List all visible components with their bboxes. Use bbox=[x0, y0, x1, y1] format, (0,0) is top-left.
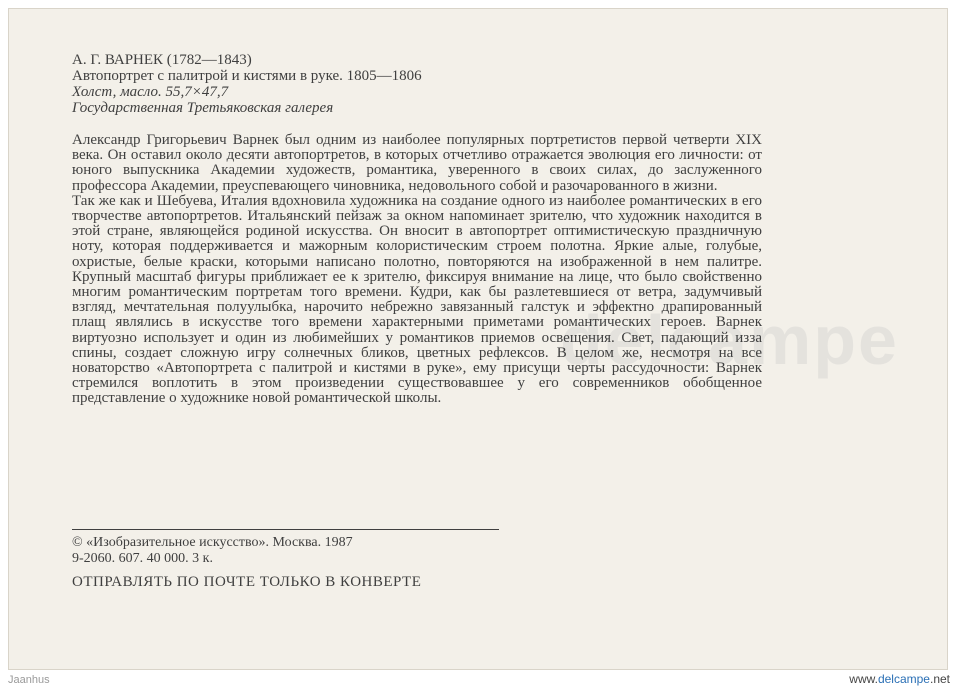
caption-header bbox=[72, 52, 422, 116]
mailing-instruction: ОТПРАВЛЯТЬ ПО ПОЧТЕ ТОЛЬКО В КОНВЕРТЕ bbox=[72, 574, 422, 590]
artwork-title: Автопортрет с палитрой и кистями в руке. 1805—1806 bbox=[72, 68, 422, 84]
artwork-medium: Холст, масло. 55,7×47,7 bbox=[72, 84, 229, 100]
url-prefix: www. bbox=[849, 672, 878, 686]
publisher-line: © «Изобразительное искусство». Москва. 1987 bbox=[72, 535, 353, 550]
url-brand: delcampe bbox=[877, 672, 930, 686]
museum-name: Государственная Третьяковская галерея bbox=[72, 100, 334, 116]
artist-name: А. Г. ВАРНЕК (1782—1843) bbox=[72, 52, 252, 68]
watermark-jaanhus: Jaanhus bbox=[8, 674, 50, 686]
paragraph-1: Александр Григорьевич Варнек был одним из наиболее популярных портретистов первой четверти XIX века. Он оставил около десяти автопортретов, в которых отчетливо отражается эволюция его личности: от юного выпускника Академии художеств, романтика, уверенного в своих силах, до заслуженного профессора Академии, преуспевающего чиновника, недовольного собой и разочарованного в жизни. bbox=[72, 132, 762, 194]
print-code: 9-2060. 607. 40 000. 3 к. bbox=[72, 551, 213, 566]
divider-line bbox=[72, 529, 499, 530]
watermark-delcampe-url bbox=[849, 672, 950, 686]
description-text bbox=[72, 133, 762, 407]
paragraph-2: Так же как и Шебуева, Италия вдохновила художника на создание одного из наиболее романтических в его творчестве автопортретов. Итальянский пейзаж за окном напоминает зрителю, что художник находится в этой стране, являющейся родиной искусства. Он вносит в автопортрет оптимистическую праздничную ноту, которая поддерживается и мажорным колористическим строем полотна. Яркие алые, голубые, охристые, белые краски, которыми написано полотно, повторяются на изображенной в нем палитре. Крупный масштаб фигуры приближает ее к зрителю, фиксируя внимание на лице, что было свойственно многим романтическим портретам того времени. Кудри, как бы разлетевшиеся от ветра, задумчивый взгляд, мечтательная полуулыбка, нарочито небрежно завязанный галстук и эффектно драпированный плащ являлись в искусстве того времени характерными приметами романтических героев. Варнек виртуозно использует и один из любимейших у романтиков приемов освещения. Свет, падающий изза спины, создает сложную игру солнечных бликов, цветных рефлексов. В целом же, несмотря на все новаторство «Автопортрета с палитрой и кистями в руке», ему присущи черты рассудочности: Варнек стремился воплотить в этом произведении существовавшее у его современников обобщенное представление о художнике новой романтической школы. bbox=[72, 192, 762, 407]
url-suffix: .net bbox=[929, 672, 950, 686]
watermark-delcampe: delcampe bbox=[560, 301, 899, 379]
publisher-info bbox=[72, 535, 353, 567]
